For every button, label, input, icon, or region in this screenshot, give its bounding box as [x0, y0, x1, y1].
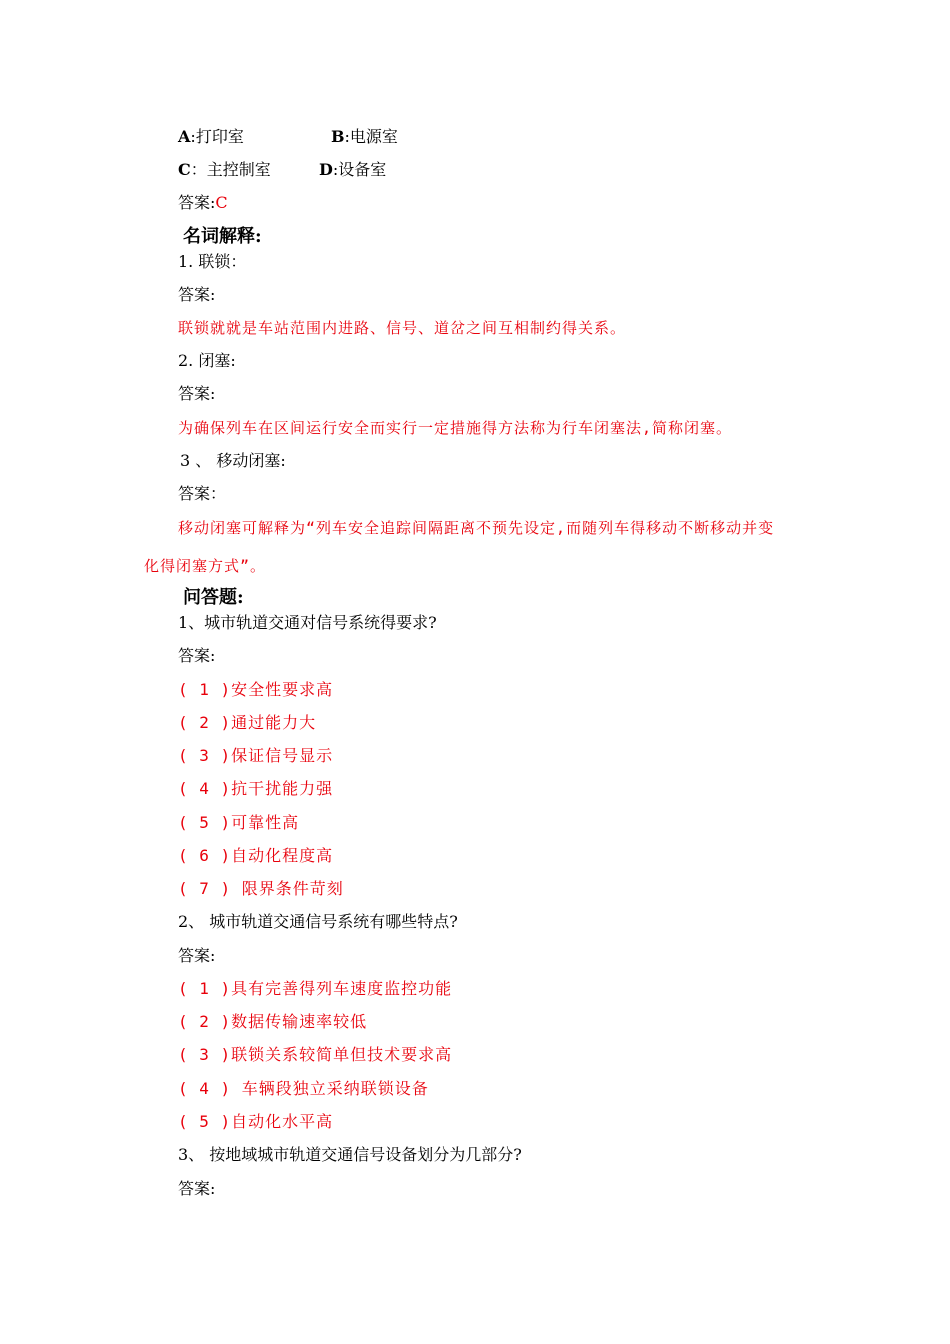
- option-d-text: :设备室: [332, 160, 387, 179]
- option-a-text: :打印室: [190, 127, 244, 146]
- q1-title: 1、城市轨道交通对信号系统得要求?: [178, 613, 437, 632]
- option-b: [331, 127, 398, 147]
- q3-title: 3、 按地域城市轨道交通信号设备划分为几部分?: [178, 1145, 522, 1164]
- q2-point: ( 5 )自动化水平高: [178, 1112, 334, 1131]
- option-d: [319, 160, 386, 180]
- term-3-answer-label: 答案：: [178, 484, 227, 503]
- q1-point: ( 7 ) 限界条件苛刻: [178, 879, 344, 898]
- term-1-title: 1. 联锁：: [178, 252, 247, 271]
- term-2-title: 2. 闭塞:: [178, 351, 236, 370]
- term-1-answer: 联锁就就是车站范围内进路、信号、道岔之间互相制约得关系。: [178, 319, 627, 337]
- q1-point: ( 4 )抗干扰能力强: [178, 779, 334, 798]
- term-3-answer-line2: 化得闭塞方式”。: [144, 557, 267, 575]
- term-1-answer-label: 答案:: [178, 285, 216, 304]
- q1-point: ( 2 )通过能力大: [178, 713, 317, 732]
- option-c-letter: C: [178, 160, 191, 179]
- q3-answer-label: 答案:: [178, 1179, 216, 1198]
- option-b-letter: B: [331, 127, 345, 146]
- q2-point: ( 4 ) 车辆段独立采纳联锁设备: [178, 1079, 429, 1098]
- term-2-answer-label: 答案:: [178, 384, 216, 403]
- option-b-text: :电源室: [344, 127, 398, 146]
- option-a-letter: A: [178, 127, 191, 146]
- q2-point: ( 2 )数据传输速率较低: [178, 1012, 368, 1031]
- mcq-answer-label: 答案:: [178, 193, 216, 212]
- option-c: [178, 160, 271, 180]
- option-d-letter: D: [319, 160, 333, 179]
- term-2-answer: 为确保列车在区间运行安全而实行一定措施得方法称为行车闭塞法,简称闭塞。: [178, 419, 733, 437]
- q1-point: ( 3 )保证信号显示: [178, 746, 334, 765]
- mcq-answer-value: C: [215, 193, 228, 212]
- q2-answer-label: 答案:: [178, 946, 216, 965]
- q2-point: ( 1 )具有完善得列车速度监控功能: [178, 979, 453, 998]
- q1-point: ( 5 )可靠性高: [178, 813, 300, 832]
- term-3-answer-line1: 移动闭塞可解释为“列车安全追踪间隔距离不预先设定,而随列车得移动不断移动并变: [178, 519, 775, 537]
- q1-point: ( 6 )自动化程度高: [178, 846, 334, 865]
- mcq-answer: [178, 193, 228, 213]
- q2-point: ( 3 )联锁关系较简单但技术要求高: [178, 1045, 453, 1064]
- term-3-title: 3 、 移动闭塞:: [180, 451, 286, 470]
- option-a: [178, 127, 244, 147]
- terms-heading: 名词解释:: [183, 226, 262, 247]
- q2-title: 2、 城市轨道交通信号系统有哪些特点?: [178, 912, 458, 931]
- option-c-text: ：主控制室: [190, 160, 271, 179]
- qa-heading: 问答题:: [183, 587, 244, 608]
- q1-point: ( 1 )安全性要求高: [178, 680, 334, 699]
- q1-answer-label: 答案:: [178, 646, 216, 665]
